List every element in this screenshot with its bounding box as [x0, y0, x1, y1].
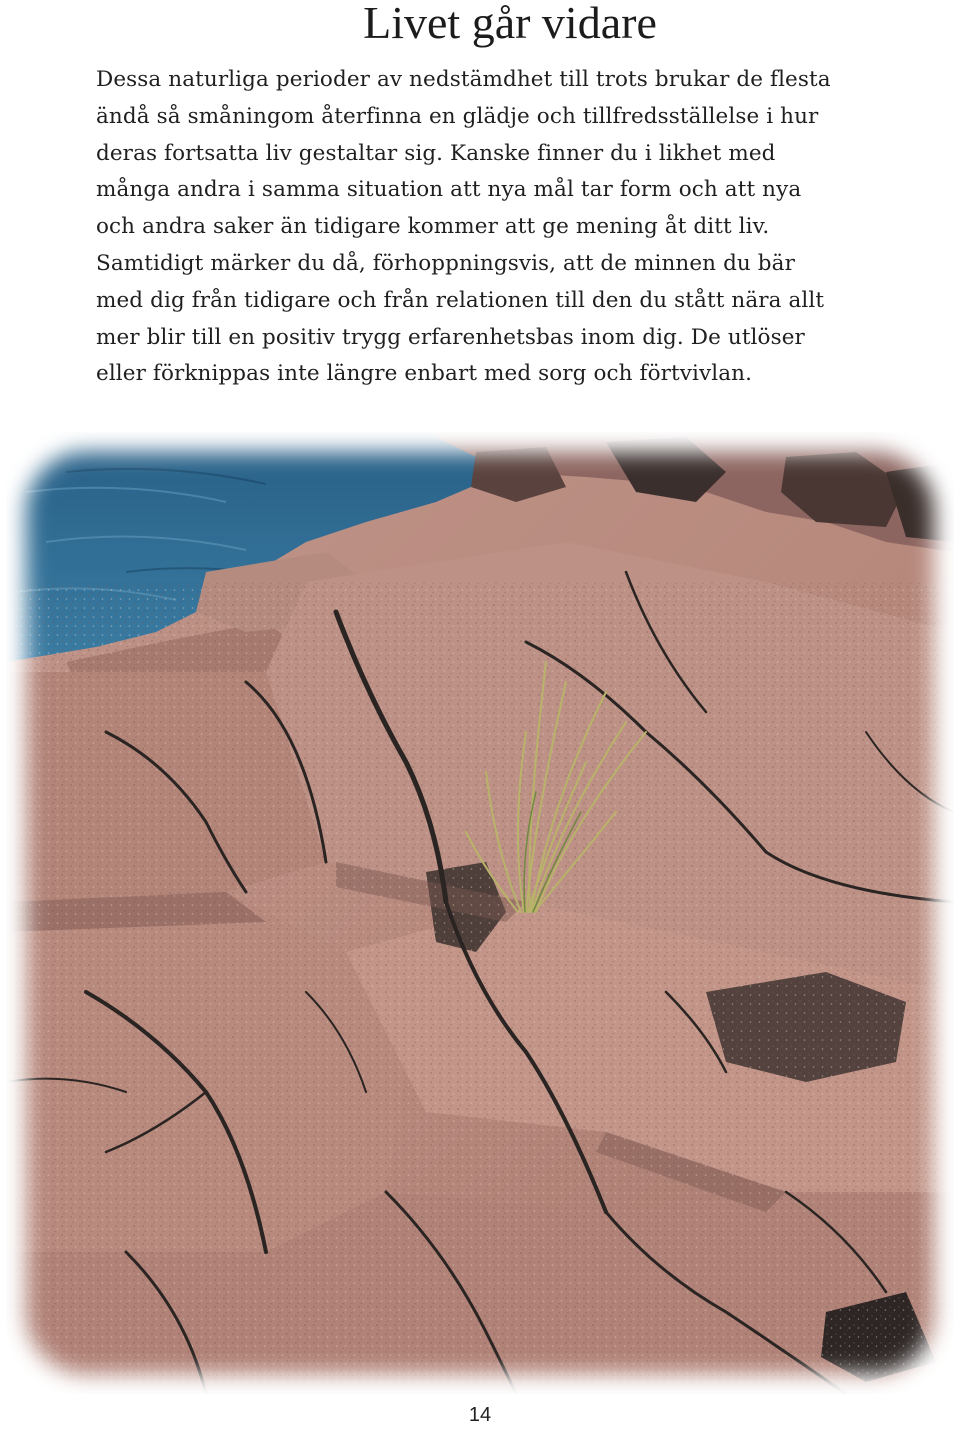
text-line: mer blir till en positiv trygg erfarenhetsbas inom dig. De utlöser — [96, 324, 805, 350]
body-paragraph — [96, 62, 946, 393]
text-line: många andra i samma situation att nya mål tar form och att nya — [96, 177, 802, 203]
page-number: 14 — [468, 1404, 492, 1426]
text-line: ändå så småningom återfinna en glädje och tillfredsställelse i hur — [96, 103, 819, 129]
text-line: deras fortsatta liv gestaltar sig. Kanske finner du i likhet med — [96, 140, 776, 166]
text-line: med dig från tidigare och från relationen till den du stått nära allt — [96, 287, 825, 313]
text-line: eller förknippas inte längre enbart med sorg och förtvivlan. — [96, 361, 753, 387]
photo-illustration — [6, 432, 954, 1394]
text-line: Samtidigt märker du då, förhoppningsvis, att de minnen du bär — [96, 250, 795, 276]
text-line: och andra saker än tidigare kommer att ge mening åt ditt liv. — [96, 214, 770, 240]
page-title: Livet går vidare — [363, 0, 657, 48]
shore-rock-photo — [6, 432, 954, 1394]
text-line: Dessa naturliga perioder av nedstämdhet till trots brukar de flesta — [96, 67, 831, 92]
